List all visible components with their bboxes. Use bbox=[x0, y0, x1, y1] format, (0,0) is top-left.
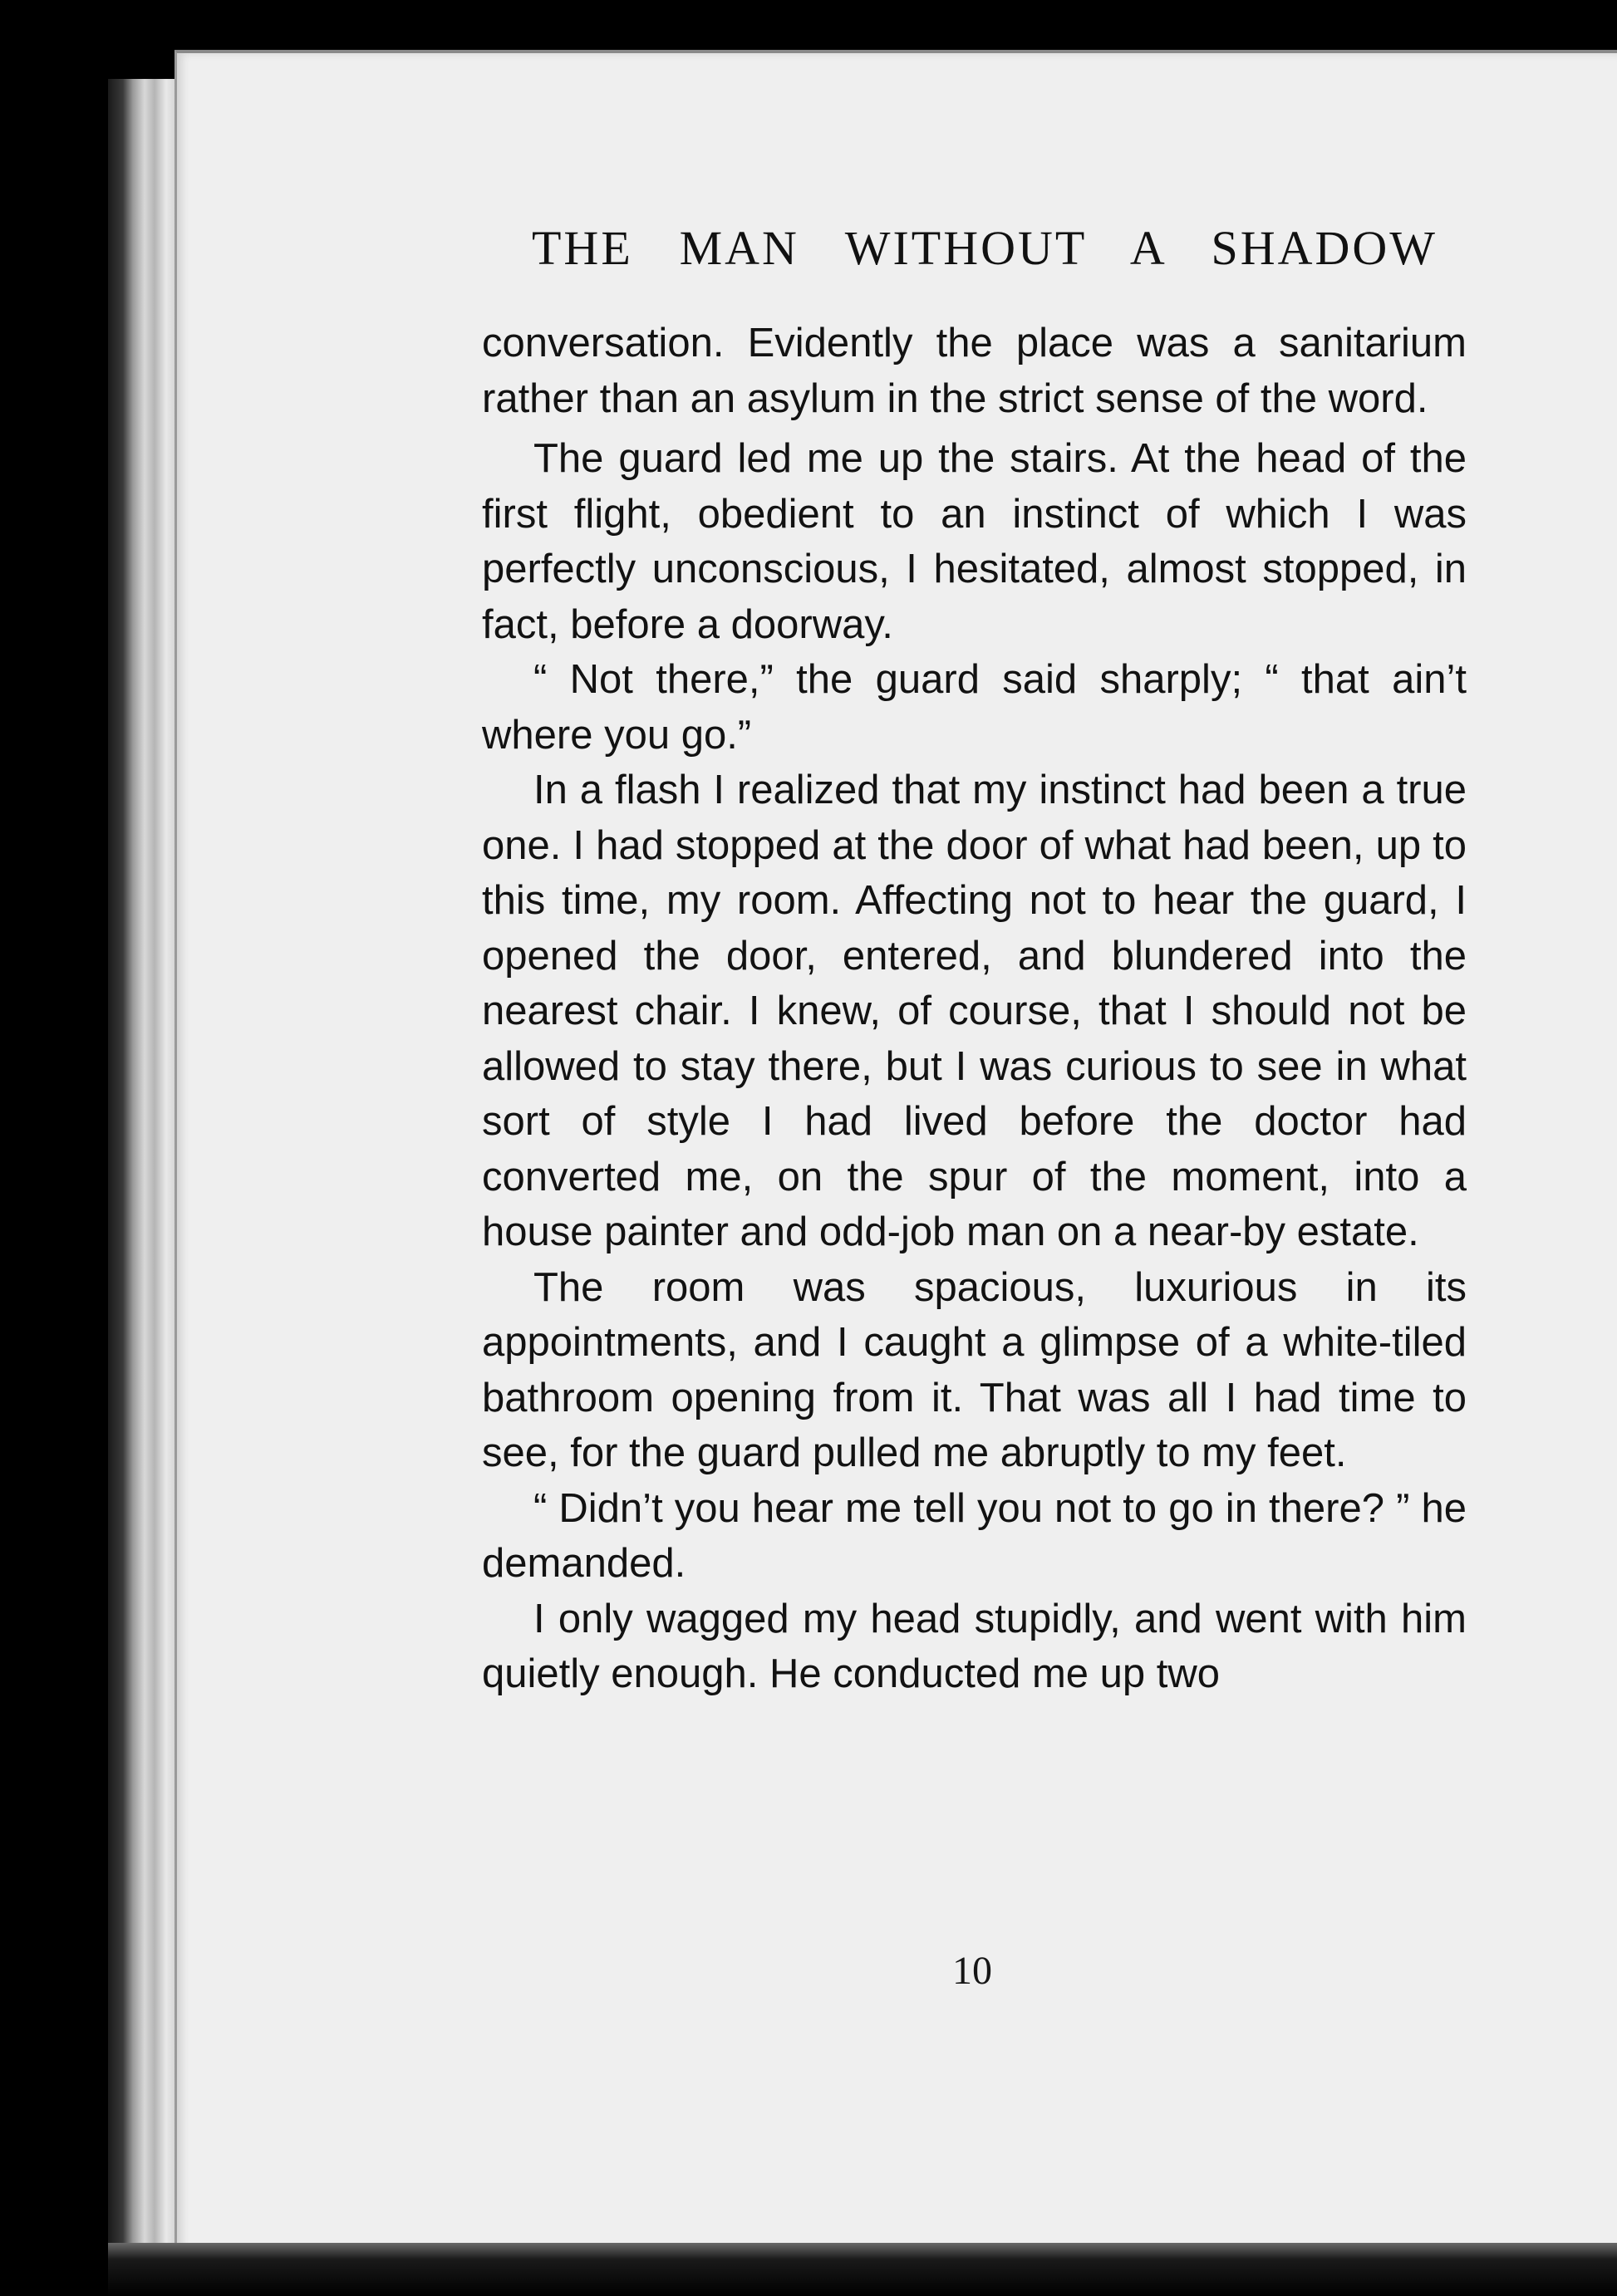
paragraph: I only wagged my head stupidly, and went with him quietly enough. He conducted me up two bbox=[482, 1596, 1467, 1696]
paragraph: “ Didn’t you hear me tell you not to go in there? ” he demanded. bbox=[482, 1485, 1467, 1586]
page-number: 10 bbox=[952, 1949, 992, 1993]
paragraph: conversation. Evidently the place was a sanitarium rather than an asylum in the strict sense of the word. bbox=[482, 321, 1467, 421]
body-text bbox=[482, 316, 1467, 1702]
paragraph: In a flash I realized that my instinct had been a true one. I had stopped at the door of what had been, up to this time, my room. Affecting not to hear the guard, I opened the door, entered, and blundered into the nearest chair. I knew, of course, that I should not be allowed to stay there, but I was curious to see in what sort of style I had lived before the doctor had converted me, on the spur of the moment, into a house painter and odd-job man on a near-by estate. bbox=[482, 768, 1467, 1254]
paragraph: “ Not there,” the guard said sharply; “ that ain’t where you go.” bbox=[482, 657, 1467, 758]
page-bottom-shadow bbox=[108, 2243, 1617, 2296]
paragraph: The room was spacious, luxurious in its appointments, and I caught a glimpse of a white-tiled bathroom opening from it. That was all I had time to see, for the guard pulled me abruptly to my feet. bbox=[482, 1264, 1467, 1475]
running-head: THE MAN WITHOUT A SHADOW bbox=[532, 221, 1438, 275]
paragraph: The guard led me up the stairs. At the head of the first flight, obedient to an instinct of which I was perfectly unconscious, I hesitated, almost stopped, in fact, before a doorway. bbox=[482, 436, 1467, 647]
